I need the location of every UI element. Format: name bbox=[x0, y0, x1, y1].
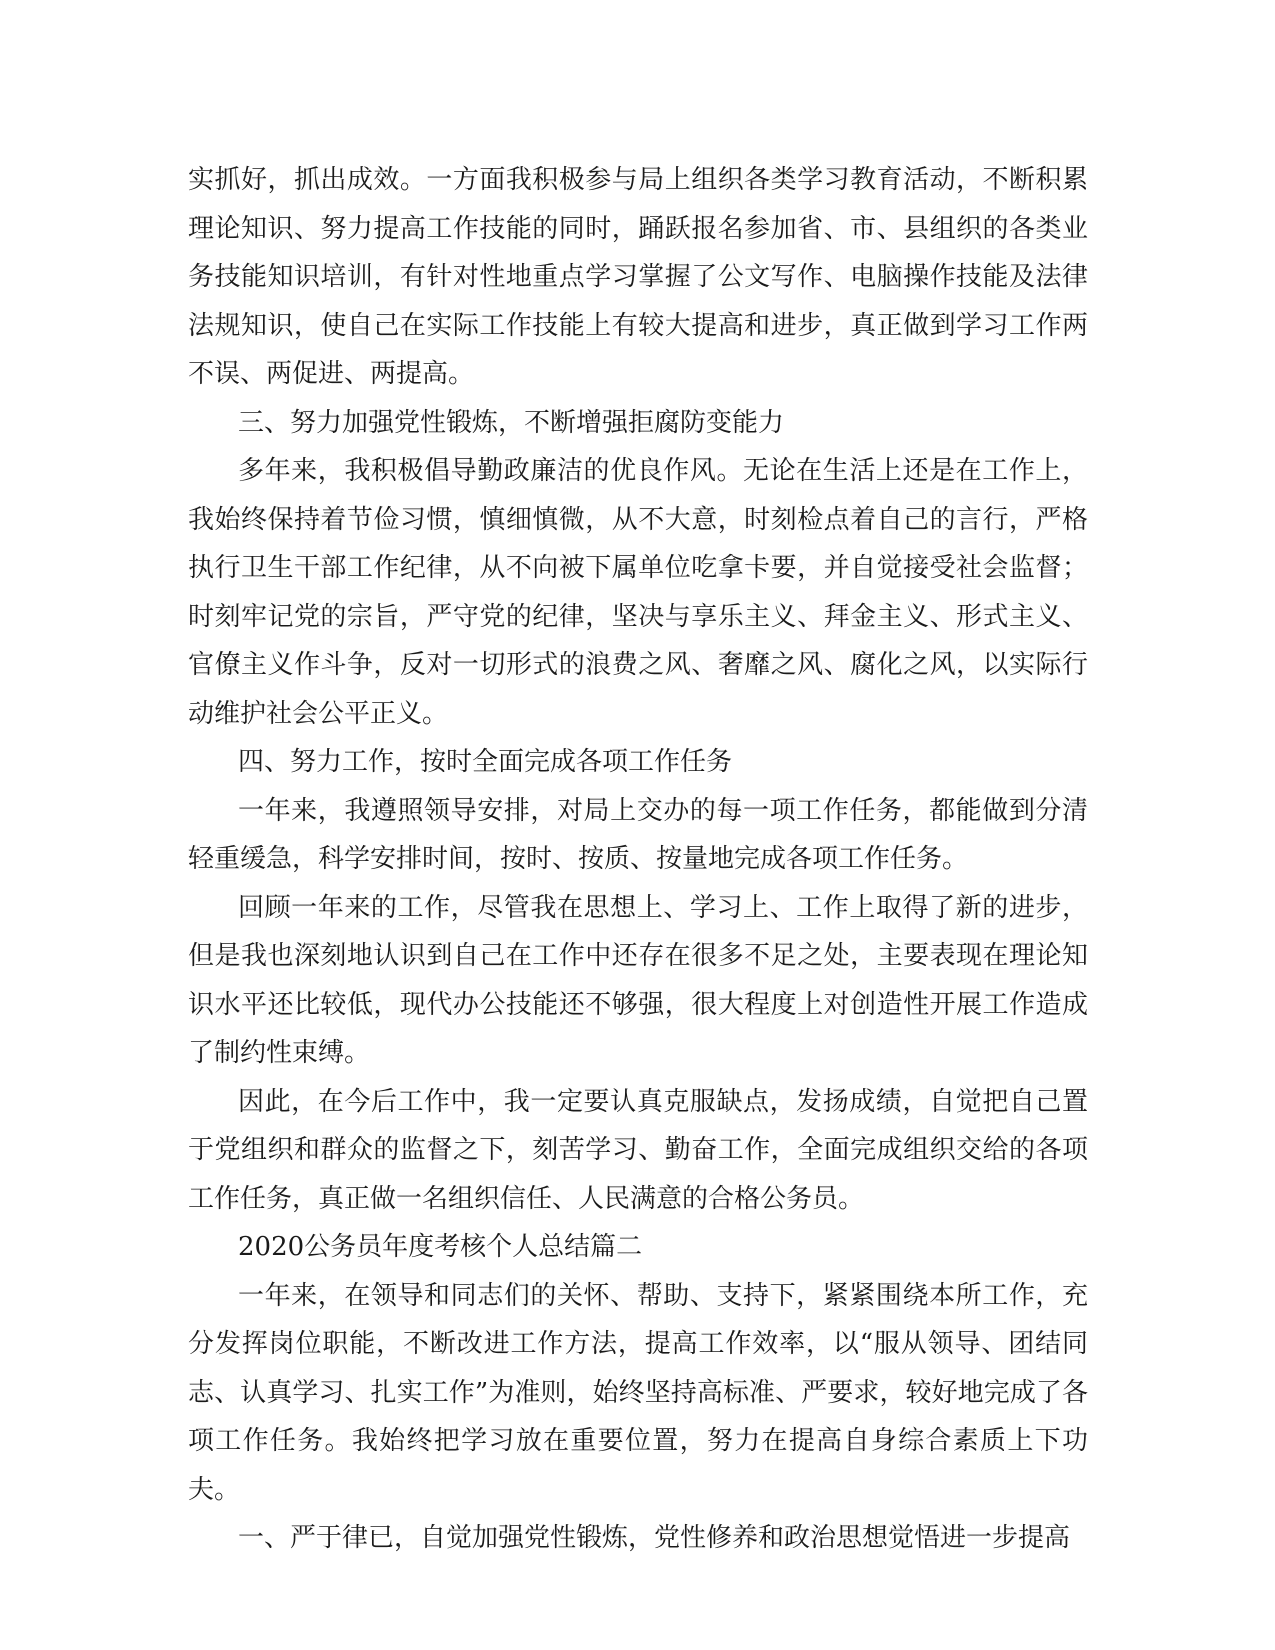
article-title-part-two: 2020公务员年度考核个人总结篇二 bbox=[238, 1232, 643, 1262]
section-heading-four: 四、努力工作，按时全面完成各项工作任务 bbox=[238, 747, 733, 777]
paragraph-integrity: 多年来，我积极倡导勤政廉洁的优良作风。无论在生活上还是在工作上，我始终保持着节俭习惯，慎细慎微，从不大意，时刻检点着自己的言行，严格执行卫生干部工作纪律，从不向被下属单位吃拿卡要，并自觉接受社会监督；时刻牢记党的宗旨，严守党的纪律，坚决与享乐主义、拜金主义、形式主义、官僚主义作斗争，反对一切形式的浪费之风、奢靡之风、腐化之风，以实际行动维护社会公平正义。 bbox=[188, 456, 1088, 729]
paragraph-tasks: 一年来，我遵照领导安排，对局上交办的每一项工作任务，都能做到分清轻重缓急，科学安排时间，按时、按质、按量地完成各项工作任务。 bbox=[188, 795, 1088, 874]
document-body bbox=[188, 156, 1088, 1563]
paragraph-future: 因此，在今后工作中，我一定要认真克服缺点，发扬成绩，自觉把自己置于党组织和群众的监督之下，刻苦学习、勤奋工作，全面完成组织交给的各项工作任务，真正做一名组织信任、人民满意的合格公务员。 bbox=[188, 1086, 1088, 1214]
paragraph-intro-two: 一年来，在领导和同志们的关怀、帮助、支持下，紧紧围绕本所工作，充分发挥岗位职能，不断改进工作方法，提高工作效率，以“服从领导、团结同志、认真学习、扎实工作”为准则，始终坚持高标准、严要求，较好地完成了各项工作任务。我始终把学习放在重要位置，努力在提高自身综合素质上下功夫。 bbox=[188, 1280, 1088, 1505]
section-heading-three: 三、努力加强党性锻炼，不断增强拒腐防变能力 bbox=[238, 407, 785, 438]
section-heading-one: 一、严于律已，自觉加强党性锻炼，党性修养和政治思想觉悟进一步提高 bbox=[238, 1523, 1071, 1553]
paragraph-continued: 实抓好，抓出成效。一方面我积极参与局上组织各类学习教育活动，不断积累理论知识、努力提高工作技能的同时，踊跃报名参加省、市、县组织的各类业务技能知识培训，有针对性地重点学习掌握了公文写作、电脑操作技能及法律法规知识，使自己在实际工作技能上有较大提高和进步，真正做到学习工作两不误、两促进、两提高。 bbox=[188, 165, 1088, 389]
paragraph-review: 回顾一年来的工作，尽管我在思想上、学习上、工作上取得了新的进步，但是我也深刻地认识到自己在工作中还存在很多不足之处，主要表现在理论知识水平还比较低，现代办公技能还不够强，很大程度上对创造性开展工作造成了制约性束缚。 bbox=[188, 892, 1088, 1068]
